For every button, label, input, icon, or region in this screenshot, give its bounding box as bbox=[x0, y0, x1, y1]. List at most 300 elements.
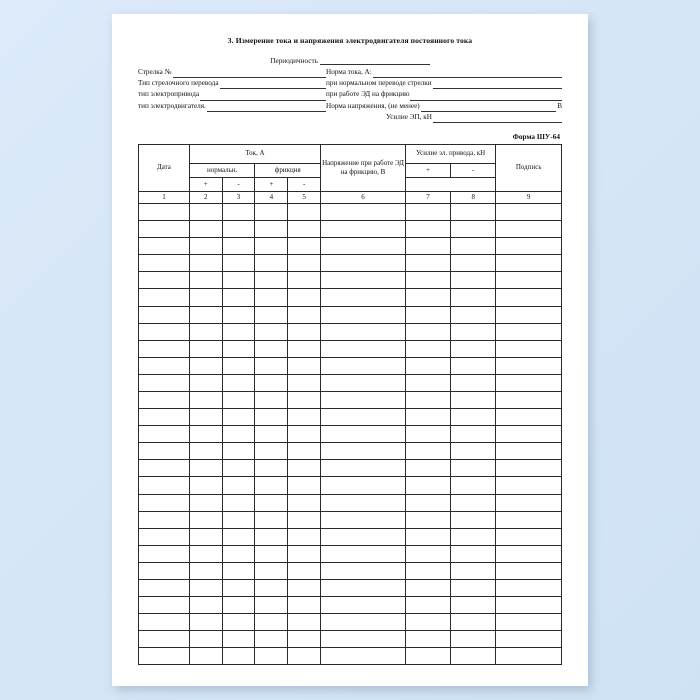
table-cell[interactable] bbox=[288, 340, 321, 357]
table-cell[interactable] bbox=[222, 631, 255, 648]
table-cell[interactable] bbox=[321, 306, 406, 323]
table-cell[interactable] bbox=[189, 426, 222, 443]
table-cell[interactable] bbox=[139, 203, 190, 220]
table-cell[interactable] bbox=[255, 648, 288, 665]
table-cell[interactable] bbox=[255, 391, 288, 408]
table-cell[interactable] bbox=[288, 597, 321, 614]
table-cell[interactable] bbox=[451, 460, 496, 477]
table-cell[interactable] bbox=[255, 631, 288, 648]
th-force-plus: + bbox=[405, 163, 450, 177]
table-cell[interactable] bbox=[288, 614, 321, 631]
table-cell[interactable] bbox=[288, 477, 321, 494]
table-cell[interactable] bbox=[451, 306, 496, 323]
table-cell[interactable] bbox=[451, 477, 496, 494]
table-cell[interactable] bbox=[139, 648, 190, 665]
table-cell[interactable] bbox=[139, 562, 190, 579]
table-cell[interactable] bbox=[222, 511, 255, 528]
table-cell[interactable] bbox=[139, 340, 190, 357]
table-cell[interactable] bbox=[496, 460, 562, 477]
table-cell[interactable] bbox=[222, 580, 255, 597]
table-row bbox=[139, 460, 562, 477]
table-cell[interactable] bbox=[496, 221, 562, 238]
table-cell[interactable] bbox=[222, 494, 255, 511]
colnum-2: 2 bbox=[189, 191, 222, 203]
table-cell[interactable] bbox=[288, 323, 321, 340]
table-cell[interactable] bbox=[321, 409, 406, 426]
field-row-3 bbox=[138, 89, 562, 100]
th-date: Дата bbox=[139, 144, 190, 191]
table-cell[interactable] bbox=[189, 580, 222, 597]
table-cell[interactable] bbox=[189, 494, 222, 511]
table-cell[interactable] bbox=[405, 357, 450, 374]
table-cell[interactable] bbox=[255, 511, 288, 528]
table-cell[interactable] bbox=[496, 426, 562, 443]
table-cell[interactable] bbox=[255, 494, 288, 511]
field-row-1 bbox=[138, 67, 562, 78]
field-label-drive-type: тип электропривода bbox=[138, 90, 200, 99]
table-cell[interactable] bbox=[288, 203, 321, 220]
table-cell[interactable] bbox=[405, 374, 450, 391]
table-cell[interactable] bbox=[222, 597, 255, 614]
periodicity-fill-line[interactable] bbox=[320, 57, 430, 65]
table-cell[interactable] bbox=[189, 614, 222, 631]
document-content bbox=[138, 36, 562, 665]
table-cell[interactable] bbox=[405, 528, 450, 545]
table-cell[interactable] bbox=[222, 289, 255, 306]
table-cell[interactable] bbox=[255, 221, 288, 238]
table-row bbox=[139, 426, 562, 443]
table-cell[interactable] bbox=[139, 306, 190, 323]
table-cell[interactable] bbox=[496, 289, 562, 306]
table-cell[interactable] bbox=[405, 443, 450, 460]
table-cell[interactable] bbox=[189, 597, 222, 614]
table-cell[interactable] bbox=[451, 545, 496, 562]
table-cell[interactable] bbox=[405, 289, 450, 306]
table-cell[interactable] bbox=[189, 511, 222, 528]
table-cell[interactable] bbox=[139, 289, 190, 306]
table-cell[interactable] bbox=[496, 631, 562, 648]
table-cell[interactable] bbox=[222, 323, 255, 340]
table-cell[interactable] bbox=[496, 648, 562, 665]
table-cell[interactable] bbox=[139, 374, 190, 391]
table-cell[interactable] bbox=[451, 648, 496, 665]
table-cell[interactable] bbox=[321, 477, 406, 494]
th-current-group: Ток, А bbox=[189, 144, 320, 163]
table-cell[interactable] bbox=[496, 340, 562, 357]
table-cell[interactable] bbox=[255, 443, 288, 460]
table-cell[interactable] bbox=[139, 443, 190, 460]
table-cell[interactable] bbox=[451, 272, 496, 289]
th-normal-plus: + bbox=[189, 177, 222, 191]
table-cell[interactable] bbox=[255, 323, 288, 340]
table-cell[interactable] bbox=[496, 238, 562, 255]
table-cell[interactable] bbox=[288, 272, 321, 289]
table-cell[interactable] bbox=[222, 221, 255, 238]
table-cell[interactable] bbox=[139, 221, 190, 238]
table-cell[interactable] bbox=[321, 631, 406, 648]
table-cell[interactable] bbox=[255, 238, 288, 255]
table-cell[interactable] bbox=[405, 648, 450, 665]
table-cell[interactable] bbox=[451, 443, 496, 460]
table-cell[interactable] bbox=[189, 545, 222, 562]
table-row bbox=[139, 443, 562, 460]
table-cell[interactable] bbox=[321, 323, 406, 340]
table-cell[interactable] bbox=[288, 443, 321, 460]
table-cell[interactable] bbox=[496, 614, 562, 631]
table-cell[interactable] bbox=[189, 357, 222, 374]
table-cell[interactable] bbox=[139, 409, 190, 426]
table-cell[interactable] bbox=[222, 374, 255, 391]
table-cell[interactable] bbox=[451, 340, 496, 357]
table-cell[interactable] bbox=[496, 391, 562, 408]
table-cell[interactable] bbox=[321, 545, 406, 562]
table-cell[interactable] bbox=[451, 221, 496, 238]
table-cell[interactable] bbox=[451, 391, 496, 408]
table-cell[interactable] bbox=[255, 580, 288, 597]
table-cell[interactable] bbox=[405, 477, 450, 494]
colnum-7: 7 bbox=[405, 191, 450, 203]
table-cell[interactable] bbox=[451, 255, 496, 272]
table-cell[interactable] bbox=[139, 357, 190, 374]
table-cell[interactable] bbox=[496, 597, 562, 614]
table-cell[interactable] bbox=[288, 238, 321, 255]
colnum-8: 8 bbox=[451, 191, 496, 203]
table-cell[interactable] bbox=[405, 221, 450, 238]
table-cell[interactable] bbox=[288, 528, 321, 545]
field-label-switch-number: Стрелка № bbox=[138, 67, 172, 76]
field-label-voltage-norm: Норма напряжения, (не менее) bbox=[326, 101, 420, 110]
table-cell[interactable] bbox=[405, 340, 450, 357]
th-normal: нормальн. bbox=[189, 163, 255, 177]
table-cell[interactable] bbox=[139, 631, 190, 648]
table-cell[interactable] bbox=[496, 323, 562, 340]
th-normal-minus: - bbox=[222, 177, 255, 191]
table-cell[interactable] bbox=[321, 426, 406, 443]
field-input-drive-type[interactable] bbox=[200, 92, 326, 101]
table-cell[interactable] bbox=[288, 357, 321, 374]
table-cell[interactable] bbox=[496, 494, 562, 511]
table-cell[interactable] bbox=[139, 255, 190, 272]
table-cell[interactable] bbox=[451, 494, 496, 511]
table-cell[interactable] bbox=[189, 272, 222, 289]
table-cell[interactable] bbox=[189, 391, 222, 408]
table-cell[interactable] bbox=[288, 460, 321, 477]
table-cell[interactable] bbox=[405, 580, 450, 597]
table-cell[interactable] bbox=[321, 391, 406, 408]
table-row bbox=[139, 391, 562, 408]
table-cell[interactable] bbox=[255, 426, 288, 443]
table-cell[interactable] bbox=[288, 511, 321, 528]
table-cell[interactable] bbox=[321, 528, 406, 545]
table-row bbox=[139, 357, 562, 374]
field-input-voltage-norm[interactable] bbox=[421, 103, 557, 112]
table-cell[interactable] bbox=[189, 221, 222, 238]
table-cell[interactable] bbox=[139, 511, 190, 528]
table-cell[interactable] bbox=[255, 340, 288, 357]
table-cell[interactable] bbox=[255, 203, 288, 220]
table-cell[interactable] bbox=[405, 460, 450, 477]
th-friction: фрикция bbox=[255, 163, 321, 177]
table-cell[interactable] bbox=[405, 426, 450, 443]
table-cell[interactable] bbox=[189, 340, 222, 357]
field-input-current-norm[interactable] bbox=[373, 69, 562, 78]
table-row bbox=[139, 255, 562, 272]
field-input-friction-work[interactable] bbox=[410, 92, 562, 101]
table-cell[interactable] bbox=[255, 357, 288, 374]
table-cell[interactable] bbox=[139, 477, 190, 494]
table-cell[interactable] bbox=[189, 631, 222, 648]
table-cell[interactable] bbox=[451, 323, 496, 340]
table-cell[interactable] bbox=[451, 203, 496, 220]
field-input-drive-force[interactable] bbox=[433, 114, 562, 123]
table-cell[interactable] bbox=[222, 426, 255, 443]
table-cell[interactable] bbox=[139, 494, 190, 511]
table-cell[interactable] bbox=[189, 648, 222, 665]
table-cell[interactable] bbox=[189, 562, 222, 579]
table-cell[interactable] bbox=[288, 221, 321, 238]
table-cell[interactable] bbox=[405, 255, 450, 272]
table-row bbox=[139, 597, 562, 614]
table-cell[interactable] bbox=[222, 409, 255, 426]
table-cell[interactable] bbox=[405, 614, 450, 631]
table-cell[interactable] bbox=[496, 580, 562, 597]
table-row bbox=[139, 340, 562, 357]
table-cell[interactable] bbox=[451, 289, 496, 306]
table-cell[interactable] bbox=[255, 409, 288, 426]
table-cell[interactable] bbox=[405, 562, 450, 579]
table-cell[interactable] bbox=[222, 562, 255, 579]
table-cell[interactable] bbox=[189, 374, 222, 391]
table-cell[interactable] bbox=[451, 580, 496, 597]
table-cell[interactable] bbox=[288, 648, 321, 665]
table-cell[interactable] bbox=[222, 391, 255, 408]
table-cell[interactable] bbox=[321, 648, 406, 665]
table-cell[interactable] bbox=[255, 374, 288, 391]
form-fields bbox=[138, 67, 562, 123]
table-cell[interactable] bbox=[451, 357, 496, 374]
table-column-numbers bbox=[139, 191, 562, 203]
table-cell[interactable] bbox=[405, 306, 450, 323]
table-row bbox=[139, 494, 562, 511]
table-cell[interactable] bbox=[321, 357, 406, 374]
table-cell[interactable] bbox=[189, 409, 222, 426]
table-cell[interactable] bbox=[496, 374, 562, 391]
table-cell[interactable] bbox=[405, 272, 450, 289]
table-cell[interactable] bbox=[496, 203, 562, 220]
table-cell[interactable] bbox=[222, 340, 255, 357]
table-cell[interactable] bbox=[321, 511, 406, 528]
table-cell[interactable] bbox=[222, 357, 255, 374]
table-cell[interactable] bbox=[288, 562, 321, 579]
th-friction-plus: + bbox=[255, 177, 288, 191]
table-cell[interactable] bbox=[321, 494, 406, 511]
table-row bbox=[139, 238, 562, 255]
table-cell[interactable] bbox=[288, 426, 321, 443]
table-cell[interactable] bbox=[405, 203, 450, 220]
field-input-motor-type[interactable] bbox=[207, 103, 326, 112]
table-cell[interactable] bbox=[222, 255, 255, 272]
table-cell[interactable] bbox=[189, 203, 222, 220]
table-cell[interactable] bbox=[321, 562, 406, 579]
table-cell[interactable] bbox=[139, 614, 190, 631]
table-cell[interactable] bbox=[288, 306, 321, 323]
table-cell[interactable] bbox=[189, 323, 222, 340]
table-cell[interactable] bbox=[255, 272, 288, 289]
table-row bbox=[139, 374, 562, 391]
table-cell[interactable] bbox=[222, 614, 255, 631]
table-cell[interactable] bbox=[255, 477, 288, 494]
table-cell[interactable] bbox=[139, 272, 190, 289]
table-cell[interactable] bbox=[288, 409, 321, 426]
field-unit-voltage: В bbox=[557, 101, 562, 110]
table-cell[interactable] bbox=[189, 306, 222, 323]
field-row-2 bbox=[138, 78, 562, 89]
field-label-normal-move: при нормальном переводе стрелки bbox=[326, 79, 432, 88]
table-cell[interactable] bbox=[255, 528, 288, 545]
table-cell[interactable] bbox=[321, 272, 406, 289]
table-cell[interactable] bbox=[451, 614, 496, 631]
table-row bbox=[139, 648, 562, 665]
table-cell[interactable] bbox=[321, 255, 406, 272]
table-cell[interactable] bbox=[255, 255, 288, 272]
table-cell[interactable] bbox=[405, 545, 450, 562]
table-cell[interactable] bbox=[139, 323, 190, 340]
th-signature: Подпись bbox=[496, 144, 562, 191]
table-cell[interactable] bbox=[222, 528, 255, 545]
table-cell[interactable] bbox=[496, 562, 562, 579]
table-cell[interactable] bbox=[321, 340, 406, 357]
table-row bbox=[139, 272, 562, 289]
table-cell[interactable] bbox=[288, 631, 321, 648]
table-cell[interactable] bbox=[288, 494, 321, 511]
field-label-drive-force: Усилие ЭП, кН bbox=[386, 112, 432, 121]
table-cell[interactable] bbox=[255, 614, 288, 631]
table-cell[interactable] bbox=[451, 511, 496, 528]
table-cell[interactable] bbox=[451, 631, 496, 648]
table-cell[interactable] bbox=[189, 255, 222, 272]
table-cell[interactable] bbox=[139, 238, 190, 255]
table-cell[interactable] bbox=[255, 545, 288, 562]
table-cell[interactable] bbox=[321, 443, 406, 460]
table-cell[interactable] bbox=[139, 528, 190, 545]
table-cell[interactable] bbox=[496, 545, 562, 562]
table-cell[interactable] bbox=[288, 391, 321, 408]
table-cell[interactable] bbox=[496, 255, 562, 272]
table-cell[interactable] bbox=[496, 477, 562, 494]
table-cell[interactable] bbox=[189, 528, 222, 545]
table-cell[interactable] bbox=[451, 409, 496, 426]
table-cell[interactable] bbox=[189, 289, 222, 306]
table-cell[interactable] bbox=[321, 597, 406, 614]
table-cell[interactable] bbox=[321, 289, 406, 306]
table-cell[interactable] bbox=[496, 357, 562, 374]
table-cell[interactable] bbox=[451, 426, 496, 443]
table-cell[interactable] bbox=[496, 443, 562, 460]
table-cell[interactable] bbox=[451, 528, 496, 545]
table-row bbox=[139, 545, 562, 562]
table-cell[interactable] bbox=[222, 545, 255, 562]
table-cell[interactable] bbox=[288, 374, 321, 391]
table-cell[interactable] bbox=[139, 391, 190, 408]
table-row bbox=[139, 528, 562, 545]
table-cell[interactable] bbox=[496, 511, 562, 528]
form-code: Форма ШУ-64 bbox=[512, 131, 560, 141]
table-cell[interactable] bbox=[222, 460, 255, 477]
table-cell[interactable] bbox=[405, 597, 450, 614]
table-cell[interactable] bbox=[139, 545, 190, 562]
table-cell[interactable] bbox=[405, 631, 450, 648]
table-cell[interactable] bbox=[222, 272, 255, 289]
table-cell[interactable] bbox=[496, 528, 562, 545]
table-row bbox=[139, 477, 562, 494]
table-cell[interactable] bbox=[451, 597, 496, 614]
table-cell[interactable] bbox=[189, 443, 222, 460]
table-cell[interactable] bbox=[255, 306, 288, 323]
table-cell[interactable] bbox=[288, 545, 321, 562]
table-cell[interactable] bbox=[222, 443, 255, 460]
table-cell[interactable] bbox=[405, 511, 450, 528]
table-cell[interactable] bbox=[139, 426, 190, 443]
table-cell[interactable] bbox=[321, 580, 406, 597]
table-cell[interactable] bbox=[222, 203, 255, 220]
table-cell[interactable] bbox=[321, 614, 406, 631]
field-input-switch-type[interactable] bbox=[220, 80, 326, 89]
table-cell[interactable] bbox=[288, 289, 321, 306]
table-cell[interactable] bbox=[405, 409, 450, 426]
table-cell[interactable] bbox=[451, 374, 496, 391]
table-cell[interactable] bbox=[255, 289, 288, 306]
page-title: 3. Измерение тока и напряжения электродвигателя постоянного тока bbox=[227, 36, 473, 45]
table-cell[interactable] bbox=[288, 580, 321, 597]
table-cell[interactable] bbox=[451, 238, 496, 255]
field-input-switch-number[interactable] bbox=[173, 69, 326, 78]
table-row bbox=[139, 631, 562, 648]
th-voltage: Напряжение при работе ЭД на фрикцию, В bbox=[321, 144, 406, 191]
table-cell[interactable] bbox=[496, 306, 562, 323]
field-input-normal-move[interactable] bbox=[433, 80, 562, 89]
table-cell[interactable] bbox=[189, 460, 222, 477]
table-row bbox=[139, 614, 562, 631]
table-cell[interactable] bbox=[139, 580, 190, 597]
table-cell[interactable] bbox=[405, 494, 450, 511]
table-row bbox=[139, 580, 562, 597]
table-cell[interactable] bbox=[405, 238, 450, 255]
table-cell[interactable] bbox=[321, 460, 406, 477]
table-cell[interactable] bbox=[321, 238, 406, 255]
table-cell[interactable] bbox=[288, 255, 321, 272]
table-cell[interactable] bbox=[405, 323, 450, 340]
colnum-5: 5 bbox=[288, 191, 321, 203]
table-cell[interactable] bbox=[255, 597, 288, 614]
table-cell[interactable] bbox=[189, 238, 222, 255]
table-cell[interactable] bbox=[405, 391, 450, 408]
table-cell[interactable] bbox=[321, 221, 406, 238]
table-cell[interactable] bbox=[222, 306, 255, 323]
table-cell[interactable] bbox=[255, 460, 288, 477]
table-cell[interactable] bbox=[222, 648, 255, 665]
table-cell[interactable] bbox=[451, 562, 496, 579]
table-cell[interactable] bbox=[139, 597, 190, 614]
table-cell[interactable] bbox=[321, 374, 406, 391]
table-cell[interactable] bbox=[222, 477, 255, 494]
table-cell[interactable] bbox=[496, 409, 562, 426]
table-cell[interactable] bbox=[321, 203, 406, 220]
table-cell[interactable] bbox=[189, 477, 222, 494]
table-cell[interactable] bbox=[139, 460, 190, 477]
table-cell[interactable] bbox=[496, 272, 562, 289]
table-cell[interactable] bbox=[222, 238, 255, 255]
table-cell[interactable] bbox=[255, 562, 288, 579]
